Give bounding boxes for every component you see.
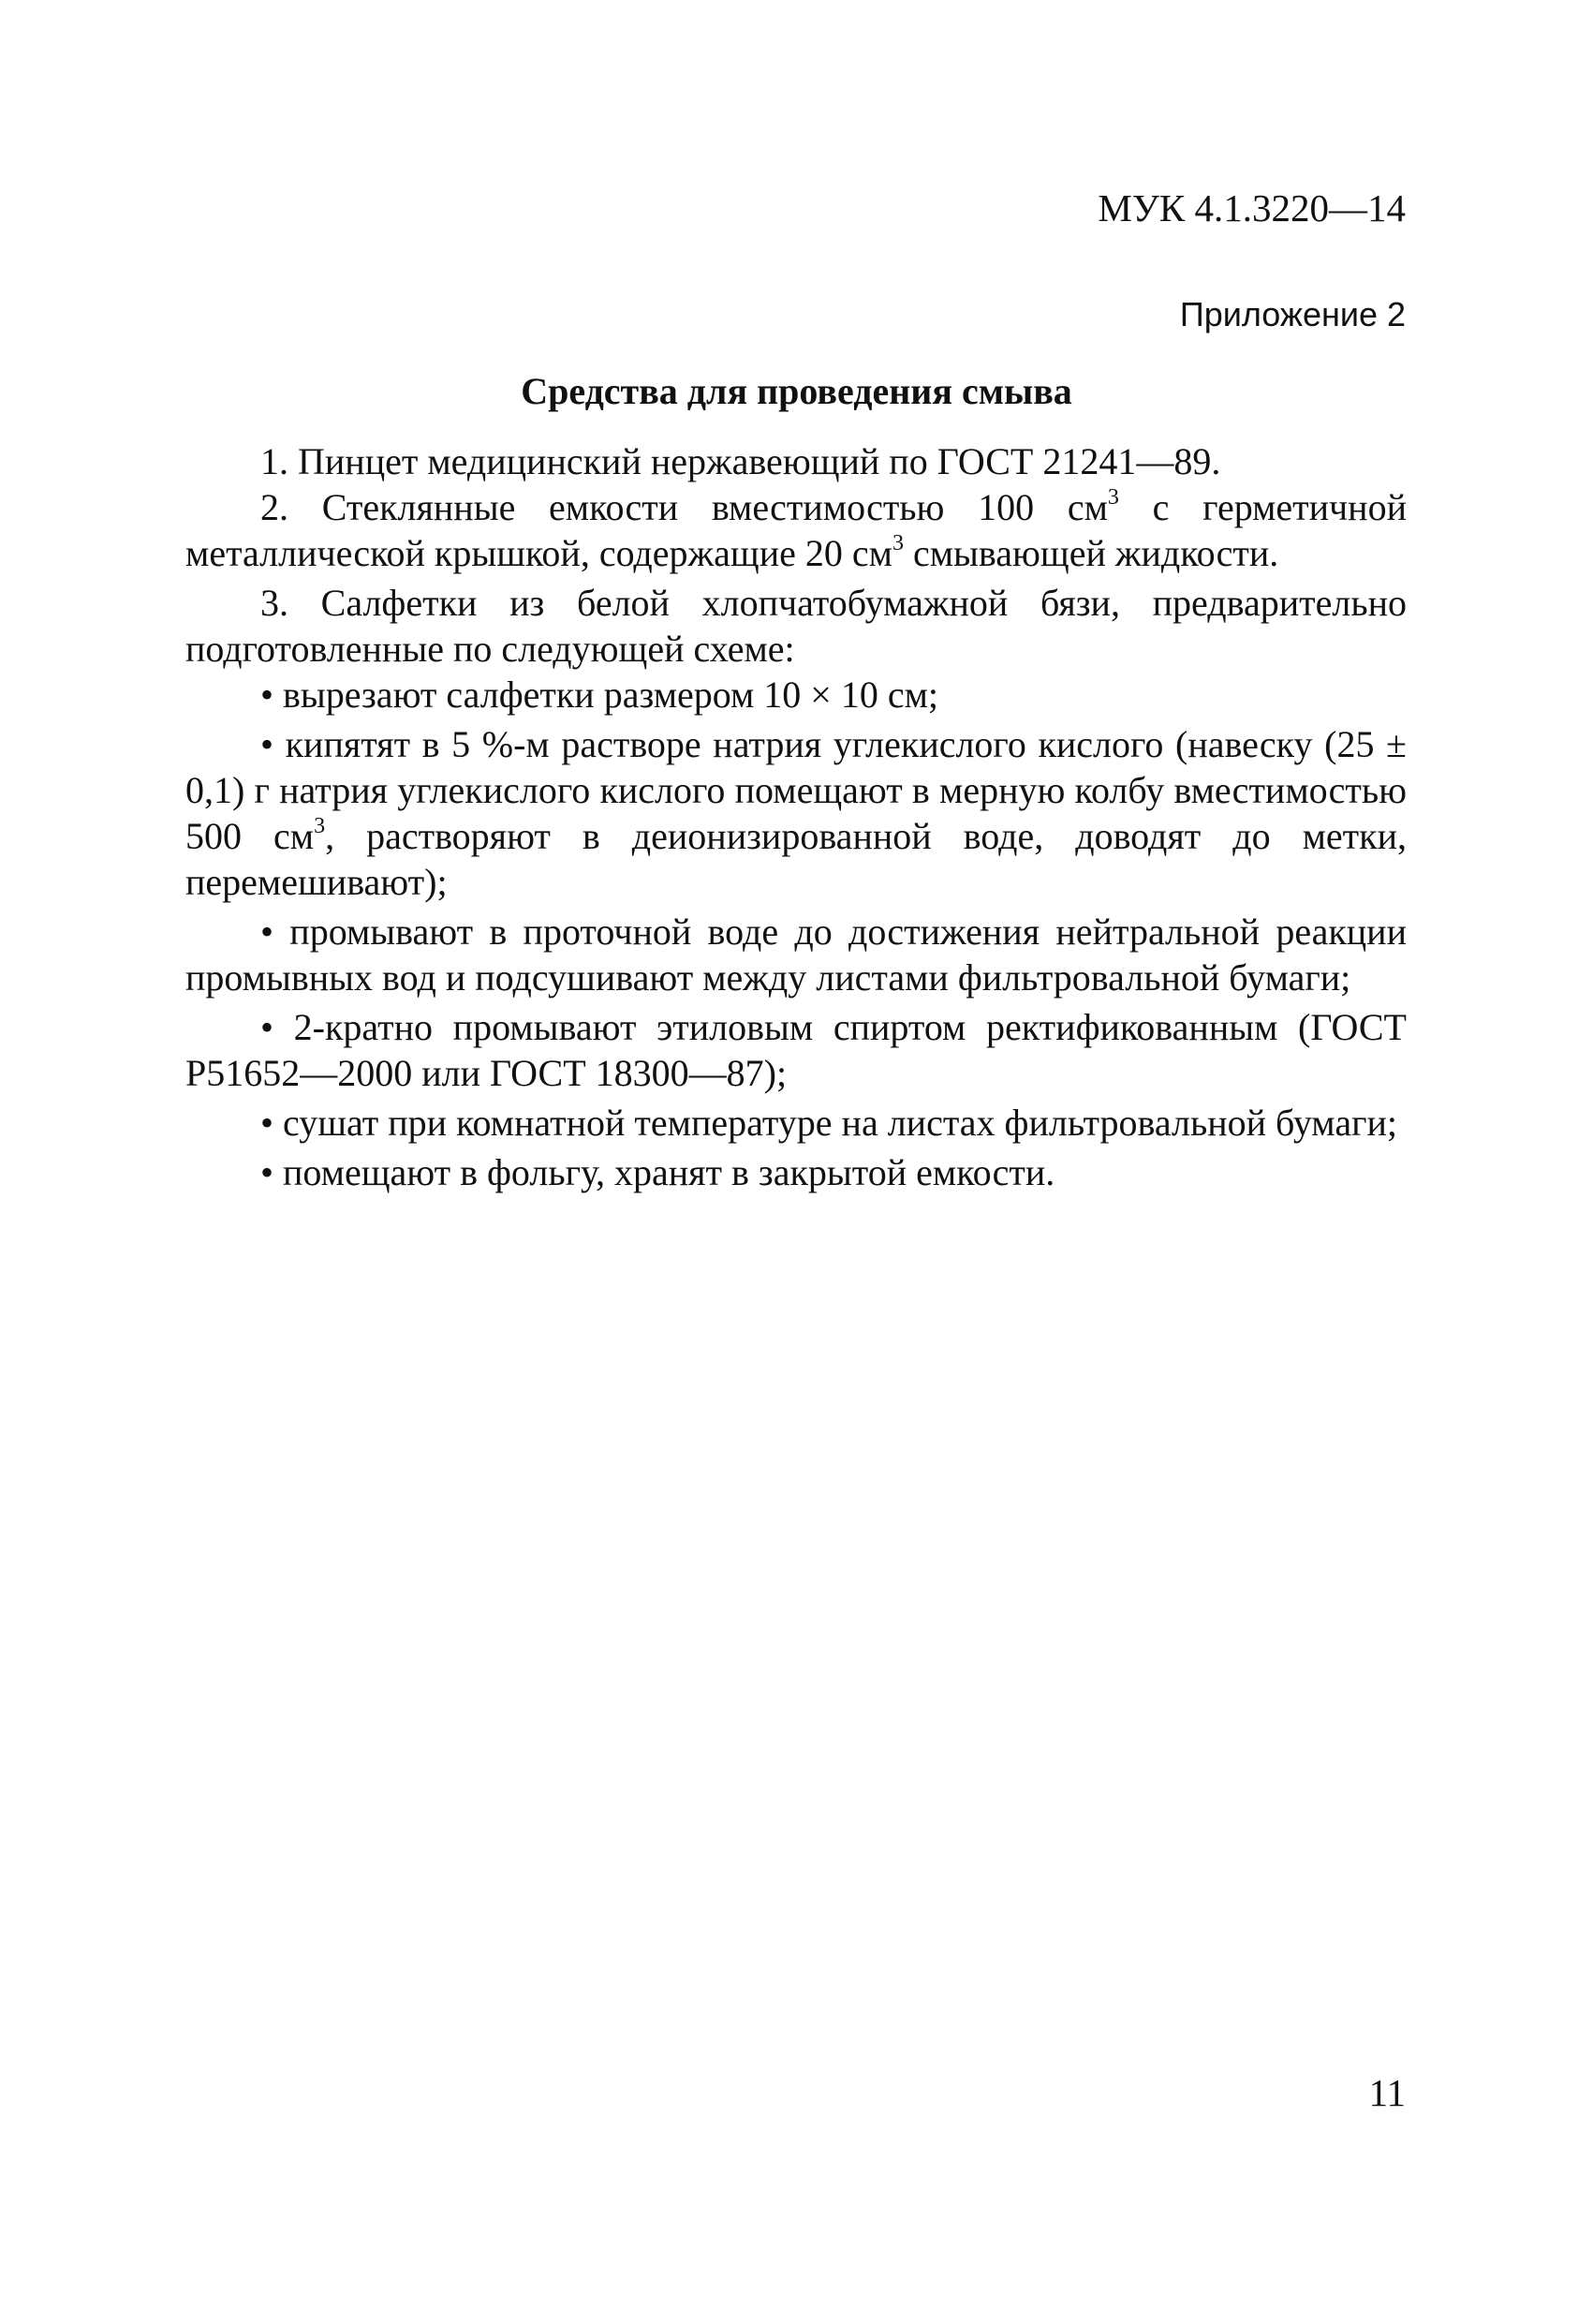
list-item-1: 1. Пинцет медицинский нержавеющий по ГОСТ 21241—89. <box>260 440 1221 482</box>
bullet-item: • помещают в фольгу, хранят в закрытой емкости. <box>260 1151 1055 1193</box>
bullet-item: • вырезают салфетки размером 10 × 10 см; <box>260 674 939 716</box>
item-list <box>185 438 1407 1195</box>
section-title: Средства для проведения смыва <box>521 370 1072 412</box>
appendix-label: Приложение 2 <box>1179 295 1406 333</box>
bullet-item: • 2-кратно промывают этиловым спиртом ректификованным (ГОСТ Р51652—2000 или ГОСТ 18300—87); <box>185 1006 1407 1094</box>
document-code: МУК 4.1.3220—14 <box>1098 186 1406 229</box>
bullet-item: • сушат при комнатной температуре на листах фильтровальной бумаги; <box>260 1102 1398 1144</box>
bullet-item: • промывают в проточной воде до достижения нейтральной реакции промывных вод и подсушивают между листами фильтровальной бумаги; <box>185 910 1407 999</box>
list-item-2: 2. Стеклянные емкости вместимостью 100 $см^3$ с герметичной металлической крышкой, содержащие 20 $см^3$ смывающей жидкости. <box>185 485 1407 574</box>
bullet-item: • кипятят в 5 %-м растворе натрия углекислого кислого (навеску (25 ± 0,1) г натрия углекислого кислого помещают в мерную колбу вместимостью 500 $см^3$, растворяют в деионизированной воде, доводят до метки, перемешивают); <box>185 723 1407 903</box>
list-item-3: 3. Салфетки из белой хлопчатобумажной бязи, предварительно подготовленные по следующей схеме: <box>185 582 1407 670</box>
page-number: 11 <box>1368 2071 1406 2114</box>
